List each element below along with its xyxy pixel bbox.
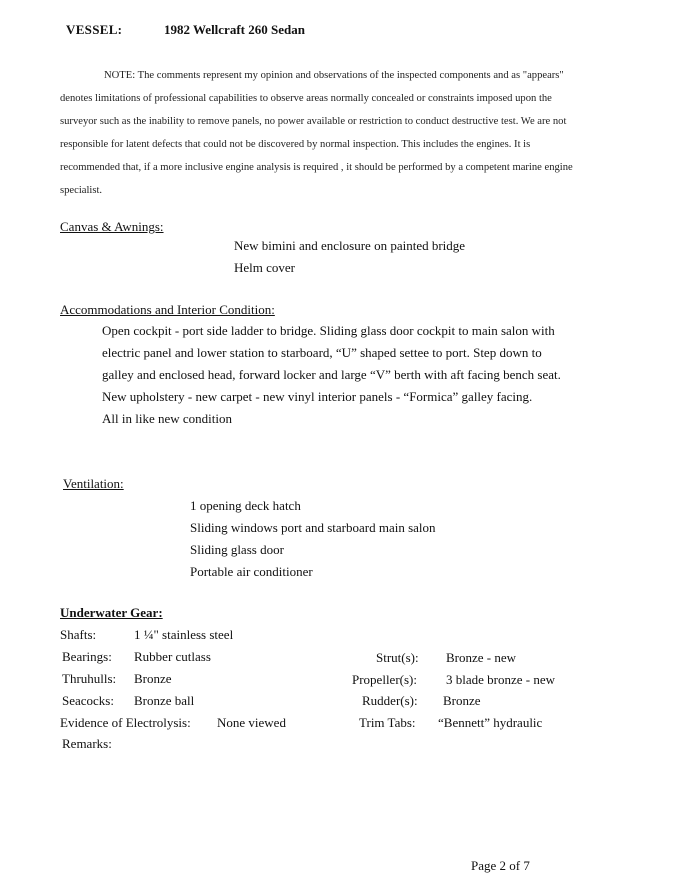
note-line: responsible for latent defects that could not be discovered by normal inspection. This includes the engines. It is — [60, 139, 531, 150]
electrolysis-value: None viewed — [217, 715, 286, 730]
electrolysis-label: Evidence of Electrolysis: — [60, 715, 191, 730]
remarks-label: Remarks: — [62, 736, 112, 751]
seacocks-label: Seacocks: — [62, 693, 114, 708]
accommodations-line: electric panel and lower station to starboard, “U” shaped settee to port. Step down to — [102, 345, 542, 360]
canvas-heading: Canvas & Awnings: — [60, 219, 164, 234]
ventilation-item: 1 opening deck hatch — [190, 498, 301, 513]
ventilation-item: Sliding windows port and starboard main salon — [190, 520, 436, 535]
shafts-label: Shafts: — [60, 627, 97, 642]
rudders-value: Bronze — [443, 693, 481, 708]
disclaimer-note — [60, 64, 660, 202]
note-line: NOTE: The comments represent my opinion and observations of the inspected components and as "appears" — [104, 70, 564, 81]
thruhulls-value: Bronze — [134, 671, 172, 686]
propellers-label: Propeller(s): — [352, 672, 417, 687]
accommodations-line: Open cockpit - port side ladder to bridge. Sliding glass door cockpit to main salon with — [102, 323, 555, 338]
trim-tabs-label: Trim Tabs: — [359, 715, 416, 730]
shafts-value: 1 ¼" stainless steel — [134, 627, 234, 642]
ventilation-item: Sliding glass door — [190, 542, 284, 557]
rudders-label: Rudder(s): — [362, 693, 418, 708]
trim-tabs-value: “Bennett” hydraulic — [438, 715, 543, 730]
page-number: Page 2 of 7 — [471, 858, 530, 873]
vessel-name: 1982 Wellcraft 260 Sedan — [164, 22, 305, 37]
accommodations-line: All in like new condition — [102, 411, 232, 426]
thruhulls-label: Thruhulls: — [62, 671, 117, 686]
struts-value: Bronze - new — [446, 650, 517, 665]
accommodations-line: galley and enclosed head, forward locker and large “V” berth with aft facing bench seat. — [102, 367, 561, 382]
propellers-value: 3 blade bronze - new — [446, 672, 556, 687]
accommodations-line: New upholstery - new carpet - new vinyl interior panels - “Formica” galley facing. — [102, 389, 533, 404]
note-line: recommended that, if a more inclusive engine analysis is required , it should be performed by a competent marine engine — [60, 162, 573, 173]
accommodations-text — [102, 320, 622, 430]
seacocks-value: Bronze ball — [134, 693, 195, 708]
ventilation-list — [190, 495, 436, 583]
underwater-heading: Underwater Gear: — [60, 605, 163, 620]
canvas-item: New bimini and enclosure on painted bridge — [234, 238, 466, 253]
note-line: specialist. — [60, 185, 103, 196]
struts-label: Strut(s): — [376, 650, 419, 665]
accommodations-heading: Accommodations and Interior Condition: — [60, 302, 275, 317]
ventilation-item: Portable air conditioner — [190, 564, 313, 579]
canvas-item: Helm cover — [234, 260, 296, 275]
bearings-value: Rubber cutlass — [134, 649, 211, 664]
vessel-label: VESSEL: — [66, 22, 123, 37]
ventilation-heading: Ventilation: — [63, 476, 124, 491]
note-line: denotes limitations of professional capabilities to observe areas normally concealed or constraints imposed upon the — [60, 93, 552, 104]
bearings-label: Bearings: — [62, 649, 112, 664]
note-line: surveyor such as the inability to remove panels, no power available or restriction to conduct destructive test. We are not — [60, 116, 567, 127]
